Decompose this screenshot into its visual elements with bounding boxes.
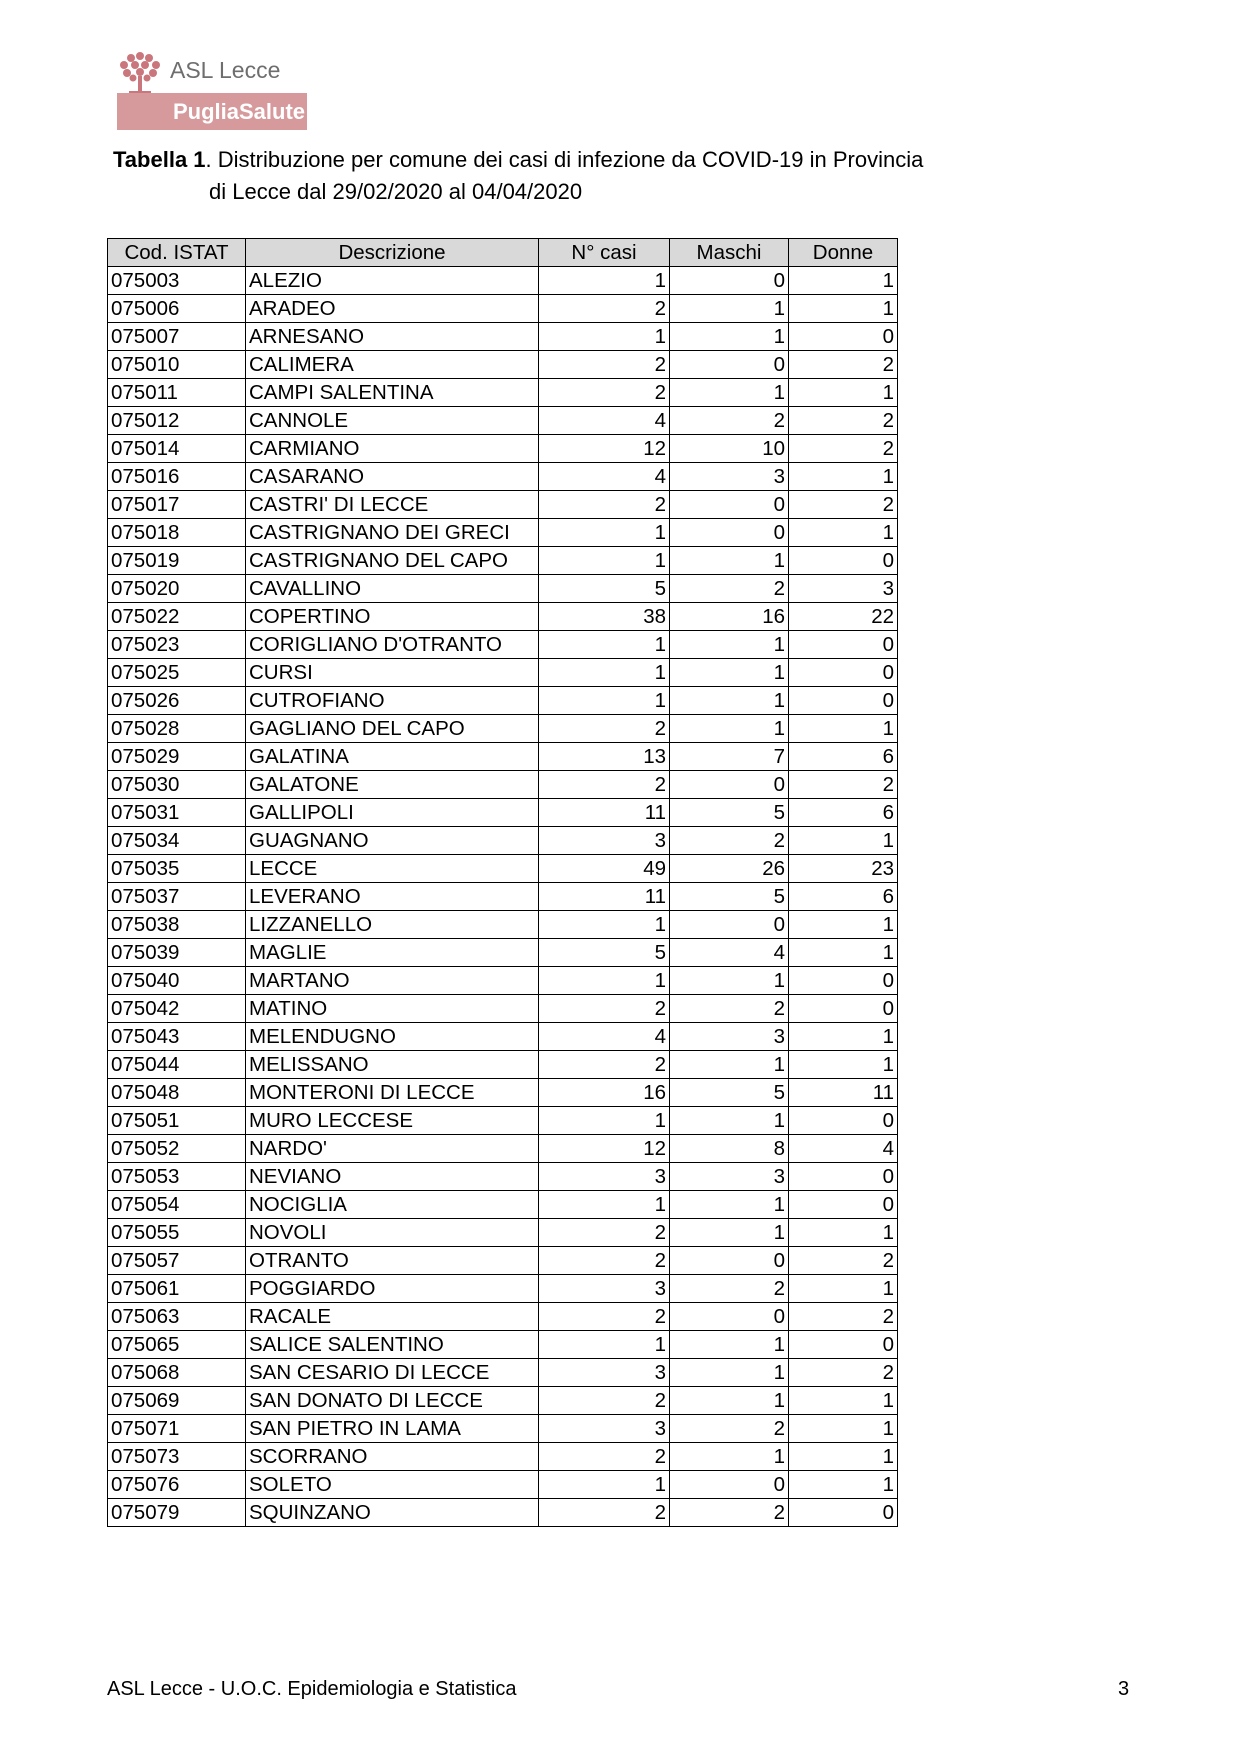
cell-donne: 1 [789, 463, 898, 491]
table-row [108, 1107, 898, 1135]
cell-donne: 11 [789, 1079, 898, 1107]
cell-donne: 0 [789, 631, 898, 659]
cell-istat: 075051 [108, 1107, 246, 1135]
cell-istat: 075054 [108, 1191, 246, 1219]
table-row [108, 463, 898, 491]
cell-maschi: 2 [670, 1275, 789, 1303]
cell-istat: 075035 [108, 855, 246, 883]
cell-maschi: 2 [670, 407, 789, 435]
cell-descrizione: OTRANTO [246, 1247, 539, 1275]
cell-descrizione: LIZZANELLO [246, 911, 539, 939]
cell-casi: 1 [539, 659, 670, 687]
table-row [108, 1443, 898, 1471]
cell-istat: 075034 [108, 827, 246, 855]
cell-istat: 075052 [108, 1135, 246, 1163]
column-header-maschi: Maschi [670, 239, 789, 267]
cell-donne: 1 [789, 715, 898, 743]
cell-casi: 1 [539, 1107, 670, 1135]
table-row [108, 1023, 898, 1051]
table-row [108, 323, 898, 351]
cell-casi: 11 [539, 883, 670, 911]
table-row [108, 435, 898, 463]
cell-istat: 075031 [108, 799, 246, 827]
cell-casi: 2 [539, 379, 670, 407]
cell-maschi: 1 [670, 1359, 789, 1387]
cell-maschi: 1 [670, 1191, 789, 1219]
cell-istat: 075071 [108, 1415, 246, 1443]
table-row [108, 855, 898, 883]
caption-label: Tabella 1 [113, 147, 206, 172]
cell-istat: 075016 [108, 463, 246, 491]
cell-donne: 0 [789, 967, 898, 995]
asl-logo [115, 48, 307, 130]
cell-donne: 22 [789, 603, 898, 631]
table-row [108, 1275, 898, 1303]
cell-casi: 2 [539, 771, 670, 799]
table-row [108, 267, 898, 295]
cell-descrizione: GALATINA [246, 743, 539, 771]
cell-maschi: 2 [670, 1499, 789, 1527]
cell-descrizione: GALATONE [246, 771, 539, 799]
cell-casi: 4 [539, 463, 670, 491]
cell-maschi: 1 [670, 323, 789, 351]
cell-descrizione: CAVALLINO [246, 575, 539, 603]
cell-casi: 2 [539, 351, 670, 379]
cell-descrizione: NOCIGLIA [246, 1191, 539, 1219]
cell-casi: 2 [539, 1219, 670, 1247]
cell-maschi: 4 [670, 939, 789, 967]
cell-descrizione: POGGIARDO [246, 1275, 539, 1303]
cell-maschi: 0 [670, 267, 789, 295]
cell-istat: 075073 [108, 1443, 246, 1471]
cell-maschi: 1 [670, 295, 789, 323]
cell-descrizione: SOLETO [246, 1471, 539, 1499]
cell-donne: 0 [789, 1163, 898, 1191]
cell-maschi: 10 [670, 435, 789, 463]
cell-donne: 0 [789, 995, 898, 1023]
table-row [108, 1219, 898, 1247]
cell-maschi: 1 [670, 547, 789, 575]
cell-casi: 2 [539, 1443, 670, 1471]
cell-donne: 1 [789, 939, 898, 967]
cell-descrizione: NOVOLI [246, 1219, 539, 1247]
cell-descrizione: LEVERANO [246, 883, 539, 911]
cell-donne: 1 [789, 1471, 898, 1499]
cell-maschi: 1 [670, 967, 789, 995]
cell-maschi: 2 [670, 1415, 789, 1443]
cell-donne: 2 [789, 351, 898, 379]
cell-descrizione: COPERTINO [246, 603, 539, 631]
cell-istat: 075003 [108, 267, 246, 295]
cell-istat: 075022 [108, 603, 246, 631]
cell-maschi: 16 [670, 603, 789, 631]
cell-casi: 12 [539, 1135, 670, 1163]
table-row [108, 491, 898, 519]
table-row [108, 771, 898, 799]
cell-donne: 2 [789, 771, 898, 799]
cell-istat: 075068 [108, 1359, 246, 1387]
cell-descrizione: SALICE SALENTINO [246, 1331, 539, 1359]
cell-casi: 2 [539, 715, 670, 743]
table-row [108, 1387, 898, 1415]
cell-descrizione: GAGLIANO DEL CAPO [246, 715, 539, 743]
cell-donne: 3 [789, 575, 898, 603]
cell-casi: 5 [539, 575, 670, 603]
cell-donne: 1 [789, 827, 898, 855]
cell-casi: 4 [539, 1023, 670, 1051]
table-row [108, 1163, 898, 1191]
cell-donne: 0 [789, 547, 898, 575]
cell-donne: 2 [789, 1359, 898, 1387]
cell-descrizione: CUTROFIANO [246, 687, 539, 715]
cell-istat: 075076 [108, 1471, 246, 1499]
cell-donne: 4 [789, 1135, 898, 1163]
cell-descrizione: LECCE [246, 855, 539, 883]
cell-maschi: 3 [670, 463, 789, 491]
cell-maschi: 5 [670, 799, 789, 827]
cell-istat: 075043 [108, 1023, 246, 1051]
table-row [108, 1471, 898, 1499]
table-row [108, 407, 898, 435]
cell-descrizione: CAMPI SALENTINA [246, 379, 539, 407]
cell-descrizione: NARDO' [246, 1135, 539, 1163]
table-body [108, 267, 898, 1527]
table-row [108, 295, 898, 323]
cell-maschi: 2 [670, 995, 789, 1023]
cell-maschi: 0 [670, 1471, 789, 1499]
cell-istat: 075048 [108, 1079, 246, 1107]
cell-maschi: 1 [670, 715, 789, 743]
table-row [108, 659, 898, 687]
cell-descrizione: MATINO [246, 995, 539, 1023]
cell-casi: 16 [539, 1079, 670, 1107]
table-row [108, 687, 898, 715]
cell-maschi: 7 [670, 743, 789, 771]
cell-casi: 1 [539, 267, 670, 295]
cell-maschi: 1 [670, 631, 789, 659]
cell-casi: 2 [539, 1499, 670, 1527]
cell-istat: 075040 [108, 967, 246, 995]
cell-descrizione: MAGLIE [246, 939, 539, 967]
footer-source: ASL Lecce - U.O.C. Epidemiologia e Statistica [107, 1678, 517, 1700]
cell-donne: 2 [789, 491, 898, 519]
cell-descrizione: CANNOLE [246, 407, 539, 435]
cell-donne: 23 [789, 855, 898, 883]
cell-donne: 0 [789, 659, 898, 687]
cell-descrizione: SCORRANO [246, 1443, 539, 1471]
cell-descrizione: MARTANO [246, 967, 539, 995]
cell-maschi: 8 [670, 1135, 789, 1163]
table-header-row [108, 239, 898, 267]
cell-donne: 1 [789, 1443, 898, 1471]
cell-descrizione: SAN DONATO DI LECCE [246, 1387, 539, 1415]
cell-maschi: 26 [670, 855, 789, 883]
cell-istat: 075061 [108, 1275, 246, 1303]
cell-donne: 0 [789, 1191, 898, 1219]
cell-istat: 075014 [108, 435, 246, 463]
cell-maschi: 1 [670, 1331, 789, 1359]
cell-istat: 075079 [108, 1499, 246, 1527]
cell-maschi: 1 [670, 1387, 789, 1415]
cell-casi: 2 [539, 491, 670, 519]
cell-casi: 5 [539, 939, 670, 967]
table-row [108, 575, 898, 603]
cell-istat: 075029 [108, 743, 246, 771]
cell-donne: 2 [789, 1247, 898, 1275]
cell-donne: 1 [789, 1219, 898, 1247]
cell-casi: 4 [539, 407, 670, 435]
table-row [108, 379, 898, 407]
cell-istat: 075053 [108, 1163, 246, 1191]
cases-table [107, 238, 898, 1527]
cell-donne: 6 [789, 743, 898, 771]
cell-casi: 3 [539, 1163, 670, 1191]
cell-istat: 075010 [108, 351, 246, 379]
cell-maschi: 0 [670, 771, 789, 799]
cell-descrizione: MONTERONI DI LECCE [246, 1079, 539, 1107]
table-row [108, 1303, 898, 1331]
cell-maschi: 2 [670, 827, 789, 855]
cell-casi: 1 [539, 1331, 670, 1359]
logo-band: PugliaSalute [117, 93, 307, 130]
cell-casi: 13 [539, 743, 670, 771]
column-header-donne: Donne [789, 239, 898, 267]
cell-casi: 1 [539, 687, 670, 715]
cell-donne: 2 [789, 435, 898, 463]
cell-istat: 075069 [108, 1387, 246, 1415]
cell-maschi: 5 [670, 883, 789, 911]
cell-donne: 1 [789, 1051, 898, 1079]
cell-istat: 075006 [108, 295, 246, 323]
table-row [108, 1331, 898, 1359]
cell-casi: 1 [539, 323, 670, 351]
cell-istat: 075026 [108, 687, 246, 715]
cell-istat: 075007 [108, 323, 246, 351]
cell-donne: 6 [789, 883, 898, 911]
table-row [108, 519, 898, 547]
cell-descrizione: ARADEO [246, 295, 539, 323]
cell-maschi: 0 [670, 911, 789, 939]
cell-descrizione: CALIMERA [246, 351, 539, 379]
table-row [108, 351, 898, 379]
cell-istat: 075018 [108, 519, 246, 547]
cell-istat: 075023 [108, 631, 246, 659]
cell-maschi: 1 [670, 1051, 789, 1079]
cell-descrizione: MELISSANO [246, 1051, 539, 1079]
cell-donne: 1 [789, 379, 898, 407]
cell-casi: 1 [539, 1191, 670, 1219]
cell-descrizione: CASTRIGNANO DEI GRECI [246, 519, 539, 547]
caption-line-2: di Lecce dal 29/02/2020 al 04/04/2020 [209, 179, 583, 204]
cell-casi: 1 [539, 631, 670, 659]
cell-descrizione: RACALE [246, 1303, 539, 1331]
cell-casi: 1 [539, 967, 670, 995]
cell-descrizione: SAN PIETRO IN LAMA [246, 1415, 539, 1443]
cell-casi: 2 [539, 1247, 670, 1275]
cell-casi: 2 [539, 995, 670, 1023]
table-row [108, 715, 898, 743]
table-row [108, 883, 898, 911]
cell-donne: 1 [789, 1023, 898, 1051]
cell-donne: 0 [789, 687, 898, 715]
table-row [108, 743, 898, 771]
cell-istat: 075025 [108, 659, 246, 687]
table-row [108, 939, 898, 967]
cell-istat: 075020 [108, 575, 246, 603]
column-header-istat: Cod. ISTAT [108, 239, 246, 267]
cell-donne: 1 [789, 1275, 898, 1303]
cell-casi: 49 [539, 855, 670, 883]
cell-donne: 1 [789, 911, 898, 939]
cell-casi: 2 [539, 1387, 670, 1415]
cell-descrizione: ALEZIO [246, 267, 539, 295]
cell-casi: 1 [539, 547, 670, 575]
cell-maschi: 1 [670, 687, 789, 715]
cell-donne: 0 [789, 1331, 898, 1359]
tree-icon [115, 48, 165, 98]
table-row [108, 1191, 898, 1219]
table-row [108, 827, 898, 855]
cell-casi: 3 [539, 827, 670, 855]
cell-maschi: 1 [670, 1107, 789, 1135]
table-row [108, 1247, 898, 1275]
cell-istat: 075038 [108, 911, 246, 939]
cell-descrizione: MURO LECCESE [246, 1107, 539, 1135]
cell-istat: 075011 [108, 379, 246, 407]
cell-maschi: 3 [670, 1163, 789, 1191]
cell-istat: 075044 [108, 1051, 246, 1079]
cell-descrizione: SQUINZANO [246, 1499, 539, 1527]
cell-descrizione: CURSI [246, 659, 539, 687]
logo-org-name: ASL Lecce [170, 57, 281, 83]
cell-descrizione: CARMIANO [246, 435, 539, 463]
table-row [108, 1359, 898, 1387]
cell-maschi: 1 [670, 1219, 789, 1247]
cell-donne: 1 [789, 519, 898, 547]
cell-maschi: 0 [670, 351, 789, 379]
table-row [108, 967, 898, 995]
cell-istat: 075039 [108, 939, 246, 967]
cell-descrizione: GALLIPOLI [246, 799, 539, 827]
cell-casi: 2 [539, 1051, 670, 1079]
cell-donne: 6 [789, 799, 898, 827]
cell-casi: 2 [539, 295, 670, 323]
cell-istat: 075030 [108, 771, 246, 799]
table-row [108, 1051, 898, 1079]
cell-donne: 1 [789, 267, 898, 295]
cell-casi: 3 [539, 1415, 670, 1443]
table-row [108, 603, 898, 631]
cell-maschi: 3 [670, 1023, 789, 1051]
table-row [108, 799, 898, 827]
table-row [108, 547, 898, 575]
table-row [108, 1415, 898, 1443]
table-row [108, 1135, 898, 1163]
cell-casi: 1 [539, 1471, 670, 1499]
cell-casi: 12 [539, 435, 670, 463]
cell-donne: 0 [789, 1107, 898, 1135]
cell-donne: 0 [789, 323, 898, 351]
cell-donne: 0 [789, 1499, 898, 1527]
caption-text-1: . Distribuzione per comune dei casi di infezione da COVID-19 in Provincia [205, 147, 924, 172]
cell-casi: 3 [539, 1275, 670, 1303]
cell-casi: 1 [539, 519, 670, 547]
table-caption [113, 144, 1013, 208]
caption-line-1 [113, 144, 1013, 176]
table-row [108, 911, 898, 939]
cell-maschi: 5 [670, 1079, 789, 1107]
cell-maschi: 2 [670, 575, 789, 603]
page-number: 3 [1118, 1678, 1130, 1700]
column-header-descrizione: Descrizione [246, 239, 539, 267]
cell-maschi: 1 [670, 379, 789, 407]
cell-casi: 3 [539, 1359, 670, 1387]
cell-donne: 2 [789, 407, 898, 435]
cell-descrizione: CASTRIGNANO DEL CAPO [246, 547, 539, 575]
cell-descrizione: NEVIANO [246, 1163, 539, 1191]
cell-istat: 075055 [108, 1219, 246, 1247]
table-row [108, 631, 898, 659]
cell-maschi: 1 [670, 659, 789, 687]
cell-casi: 38 [539, 603, 670, 631]
cell-donne: 2 [789, 1303, 898, 1331]
cell-descrizione: CORIGLIANO D'OTRANTO [246, 631, 539, 659]
cell-descrizione: GUAGNANO [246, 827, 539, 855]
table-row [108, 1079, 898, 1107]
cell-istat: 075028 [108, 715, 246, 743]
cell-casi: 2 [539, 1303, 670, 1331]
column-header-casi: N° casi [539, 239, 670, 267]
cell-maschi: 0 [670, 1303, 789, 1331]
cell-istat: 075057 [108, 1247, 246, 1275]
cell-istat: 075012 [108, 407, 246, 435]
cell-descrizione: MELENDUGNO [246, 1023, 539, 1051]
cell-donne: 1 [789, 295, 898, 323]
cell-istat: 075065 [108, 1331, 246, 1359]
cell-istat: 075019 [108, 547, 246, 575]
cell-istat: 075042 [108, 995, 246, 1023]
cell-donne: 1 [789, 1415, 898, 1443]
table-row [108, 995, 898, 1023]
cell-descrizione: CASTRI' DI LECCE [246, 491, 539, 519]
cell-istat: 075063 [108, 1303, 246, 1331]
cell-maschi: 0 [670, 519, 789, 547]
cell-casi: 1 [539, 911, 670, 939]
cell-descrizione: SAN CESARIO DI LECCE [246, 1359, 539, 1387]
cell-maschi: 1 [670, 1443, 789, 1471]
cell-maschi: 0 [670, 1247, 789, 1275]
cell-descrizione: CASARANO [246, 463, 539, 491]
cell-maschi: 0 [670, 491, 789, 519]
cell-istat: 075037 [108, 883, 246, 911]
cell-istat: 075017 [108, 491, 246, 519]
cell-donne: 1 [789, 1387, 898, 1415]
cell-casi: 11 [539, 799, 670, 827]
table-row [108, 1499, 898, 1527]
cell-descrizione: ARNESANO [246, 323, 539, 351]
